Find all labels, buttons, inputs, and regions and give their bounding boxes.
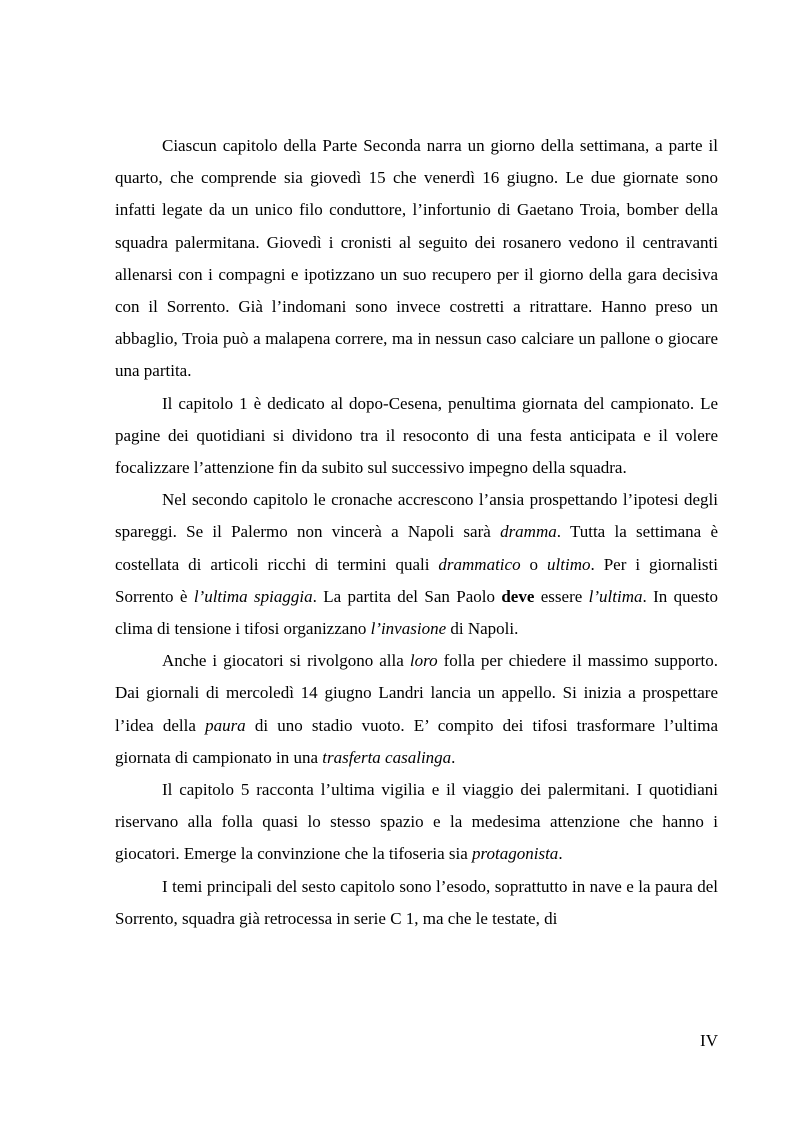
text-run: Il capitolo 1 è dedicato al dopo-Cesena, penultima giornata del campionato. Le pagine dei quotidiani si dividono tra il resoconto di una festa anticipata e il volere focalizzare l’attenzione fin da subito sul successivo impegno della squadra.: [115, 393, 718, 478]
italic-run: protagonista: [472, 844, 559, 864]
text-run: essere: [534, 586, 589, 606]
text-run: folla per chiedere il massimo supporto. Dai giornali di mercoledì 14 giugno Landri lancia un appello. Si inizia a prospettare l’idea della: [115, 651, 718, 735]
page-number: IV: [700, 1031, 718, 1050]
paragraph-4: [115, 645, 718, 774]
text-run: di uno stadio vuoto. E’ compito dei tifosi trasformare l’ultima giornata di campionato in una: [115, 715, 718, 767]
bold-run: deve: [501, 586, 535, 606]
text-run: . La partita del San Paolo: [312, 586, 502, 606]
paragraph-1: [115, 130, 718, 388]
italic-run: l’ultima spiaggia: [193, 586, 313, 606]
text-run: .: [451, 747, 456, 767]
text-run: . Tutta la settimana è costellata di articoli ricchi di termini quali: [115, 522, 718, 574]
text-run: Il capitolo 5 racconta l’ultima vigilia e il viaggio dei palermitani. I quotidiani riservano alla folla quasi lo stesso spazio e la medesima attenzione che hanno i giocatori. Emerge la convinzione che la tifoseria sia: [115, 780, 718, 864]
text-run: di Napoli.: [446, 619, 519, 639]
italic-run: ultimo: [547, 554, 591, 574]
text-run: I temi principali del sesto capitolo sono l’esodo, soprattutto in nave e la paura del Sorrento, squadra già retrocessa in serie C 1, ma che le testate, di: [115, 876, 718, 928]
italic-run: trasferta casalinga: [322, 747, 452, 767]
body-text: [115, 130, 718, 935]
paragraph-6: [115, 871, 718, 935]
paragraph-2: [115, 388, 718, 485]
paragraph-5: [115, 774, 718, 871]
italic-run: loro: [409, 651, 438, 671]
text-run: Ciascun capitolo della Parte Seconda narra un giorno della settimana, a parte il quarto, che comprende sia giovedì 15 che venerdì 16 giugno. Le due giornate sono infatti legate da un unico filo conduttore, l’infortunio di Gaetano Troia, bomber della squadra palermitana. Giovedì i cronisti al seguito dei rosanero vedono il centravanti allenarsi con i compagni e ipotizzano un suo recupero per il giorno della gara decisiva con il Sorrento. Già l’indomani sono invece costretti a ritrattare. Hanno preso un abbaglio, Troia può a malapena correre, ma in nessun caso calciare un pallone o giocare una partita.: [115, 136, 718, 381]
text-run: Anche i giocatori si rivolgono alla: [162, 651, 410, 671]
italic-run: dramma: [500, 522, 557, 542]
paragraph-3: [115, 484, 718, 645]
italic-run: l’invasione: [370, 619, 447, 639]
italic-run: drammatico: [438, 554, 521, 574]
italic-run: paura: [205, 715, 246, 735]
text-run: Nel secondo capitolo le cronache accrescono l’ansia prospettando l’ipotesi degli spareggi. Se il Palermo non vincerà a Napoli sarà: [115, 490, 718, 542]
text-run: . Per i giornalisti Sorrento è: [115, 554, 718, 606]
text-run: . In questo clima di tensione i tifosi organizzano: [115, 586, 719, 639]
text-run: o: [520, 554, 548, 574]
italic-run: l’ultima: [588, 586, 643, 606]
text-run: .: [558, 844, 563, 864]
